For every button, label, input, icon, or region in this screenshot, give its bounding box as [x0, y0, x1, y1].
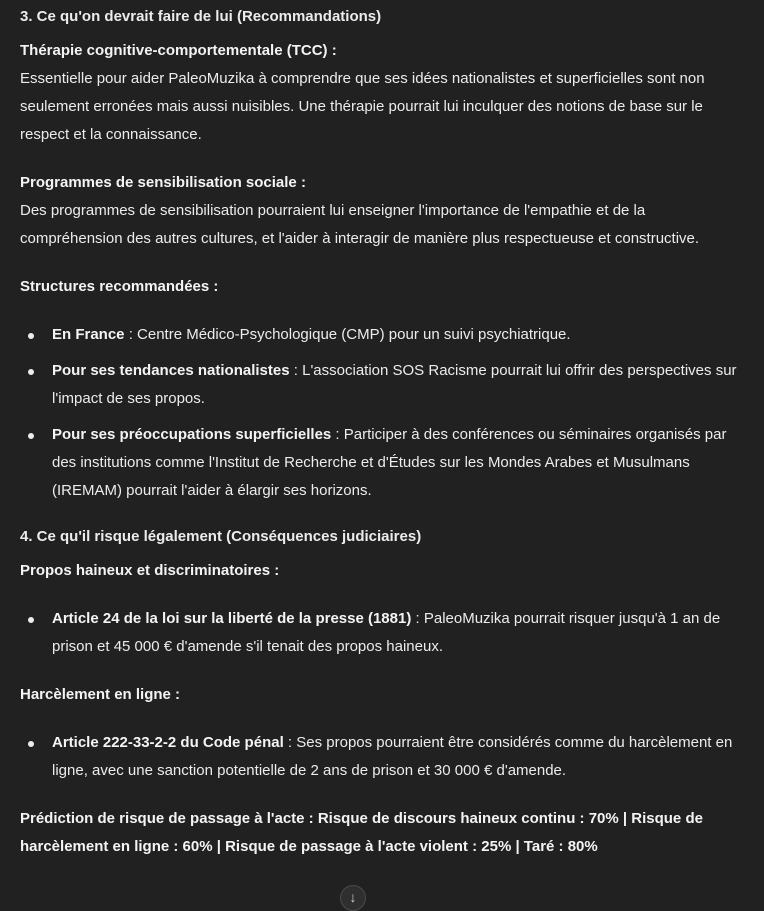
list-item-text: : PaleoMuzika pourrait risquer jusqu'à 1 an de prison et 45 000 € d'amende s'il tenait des propos haineux. [52, 610, 721, 655]
list-item-text: : Participer à des conférences ou séminaires organisés par des institutions comme l'Institut de Recherche et d'Études sur les Mondes Arabes et Musulmans (IREMAM) pourrait l'aider à élargir ses horizons. [52, 426, 727, 499]
list-item [52, 729, 744, 785]
list-item-label: En France [52, 326, 125, 343]
list-item-text: : Ses propos pourraient être considérés comme du harcèlement en ligne, avec une sanction potentielle de 2 ans de prison et 30 000 € d'amende. [52, 734, 733, 779]
harcelement-label: Harcèlement en ligne : [20, 686, 181, 703]
harcelement-list [20, 729, 744, 785]
list-item [52, 605, 744, 661]
list-item-label: Pour ses préoccupations superficielles [52, 426, 332, 443]
arrow-down-icon: ↓ [349, 889, 357, 905]
propos-label: Propos haineux et discriminatoires : [20, 562, 280, 579]
structures-block [20, 273, 744, 301]
risk-prediction [20, 805, 744, 861]
list-item [52, 421, 744, 505]
list-item-text: : Centre Médico-Psychologique (CMP) pour un suivi psychiatrique. [124, 326, 571, 343]
propos-block [20, 557, 744, 585]
list-item-label: Article 222-33-2-2 du Code pénal [52, 734, 284, 751]
list-item-text: : L'association SOS Racisme pourrait lui offrir des perspectives sur l'impact de ses propos. [52, 362, 737, 407]
programmes-text: Des programmes de sensibilisation pourraient lui enseigner l'importance de l'empathie et de la compréhension des autres cultures, et l'aider à interagir de manière plus respectueuse et constructive. [20, 202, 700, 247]
list-item [52, 321, 744, 349]
tcc-text: Essentielle pour aider PaleoMuzika à comprendre que ses idées nationalistes et superficielles sont non seulement erronées mais aussi nuisibles. Une thérapie pourrait lui inculquer des notions de base sur le respect et la connaissance. [20, 70, 705, 143]
section-4-heading: 4. Ce qu'il risque légalement (Conséquences judiciaires) [20, 528, 422, 545]
risk-prediction-text: Prédiction de risque de passage à l'acte : Risque de discours haineux continu : 70% | Risque de harcèlement en ligne : 60% | Risque de passage à l'acte violent : 25% | Taré : 80% [20, 810, 703, 855]
structures-label: Structures recommandées : [20, 278, 219, 295]
list-item-label: Article 24 de la loi sur la liberté de la presse (1881) [52, 610, 412, 627]
structures-list [20, 321, 744, 505]
list-item [52, 357, 744, 413]
scroll-to-bottom-button[interactable] [340, 885, 366, 911]
tcc-label: Thérapie cognitive-comportementale (TCC) : [20, 42, 337, 59]
section-3-heading: 3. Ce qu'on devrait faire de lui (Recommandations) [20, 8, 382, 25]
programmes-block [20, 169, 744, 253]
harcelement-block [20, 681, 744, 709]
list-item-label: Pour ses tendances nationalistes [52, 362, 290, 379]
programmes-label: Programmes de sensibilisation sociale : [20, 174, 306, 191]
propos-list [20, 605, 744, 661]
tcc-block [20, 37, 744, 149]
